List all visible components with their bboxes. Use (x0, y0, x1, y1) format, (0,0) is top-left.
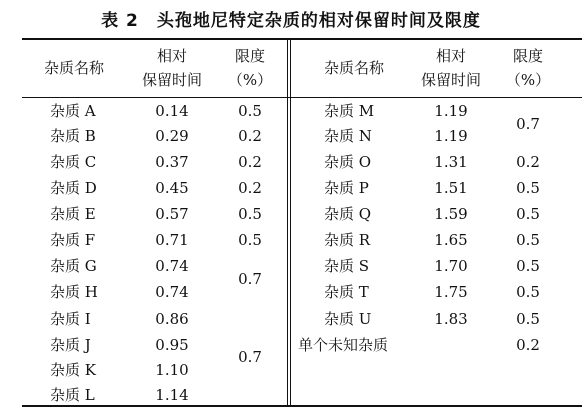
left-row-limit: 0.5 (238, 102, 262, 120)
right-row-limit: 0.5 (516, 257, 540, 275)
bottom-rule (22, 405, 582, 407)
left-row-name: 杂质 D (50, 179, 97, 197)
right-row-name: 杂质 U (324, 310, 372, 328)
header-limit-left-1: 限度 (234, 47, 266, 65)
right-row-rrt: 1.70 (434, 257, 468, 275)
left-row-name: 杂质 B (50, 127, 96, 145)
left-row-rrt: 0.74 (155, 283, 189, 301)
right-row-rrt: 1.83 (434, 310, 468, 328)
left-row-name: 杂质 A (50, 102, 96, 120)
left-row-limit: 0.2 (238, 179, 262, 197)
left-row-rrt: 0.71 (155, 231, 189, 249)
right-row-limit: 0.5 (516, 205, 540, 223)
right-row-rrt: 1.31 (434, 153, 468, 171)
header-rrt-left-2: 保留时间 (141, 71, 203, 89)
left-row-name: 杂质 E (50, 205, 96, 223)
right-row-name: 杂质 M (324, 102, 375, 120)
right-row-limit: 0.2 (516, 336, 540, 354)
header-rrt-right-2: 保留时间 (420, 71, 482, 89)
left-row-rrt: 0.74 (155, 257, 189, 275)
right-row-rrt: 1.65 (434, 231, 468, 249)
top-rule (22, 38, 582, 40)
left-row-limit: 0.2 (238, 127, 262, 145)
right-row-name: 杂质 N (324, 127, 372, 145)
right-row-limit: 0.5 (516, 231, 540, 249)
left-row-name: 杂质 L (50, 386, 95, 404)
column-divider (287, 38, 288, 406)
right-row-name: 杂质 P (324, 179, 369, 197)
left-row-rrt: 1.14 (155, 386, 189, 404)
left-row-limit: 0.5 (238, 205, 262, 223)
left-row-limit: 0.5 (238, 231, 262, 249)
right-row-limit: 0.5 (516, 179, 540, 197)
right-row-name: 杂质 O (324, 153, 372, 171)
right-row-name: 单个未知杂质 (298, 336, 389, 354)
left-row-name: 杂质 I (50, 310, 91, 328)
right-row-name: 杂质 S (324, 257, 370, 275)
right-row-rrt: 1.19 (434, 127, 468, 145)
header-rrt-right-1: 相对 (435, 47, 467, 65)
left-row-rrt: 1.10 (155, 361, 189, 379)
right-row-rrt: 1.59 (434, 205, 468, 223)
header-limit-right-2: （%） (505, 71, 551, 89)
header-name-right: 杂质名称 (323, 59, 385, 77)
right-row-rrt: 1.75 (434, 283, 468, 301)
left-row-rrt: 0.86 (155, 310, 189, 328)
left-row-rrt: 0.29 (155, 127, 189, 145)
header-rrt-left-1: 相对 (156, 47, 188, 65)
right-merged-limit-mn: 0.7 (516, 115, 540, 133)
left-merged-limit-gh: 0.7 (238, 270, 262, 288)
left-merged-limit-jkl: 0.7 (238, 348, 262, 366)
right-row-limit: 0.2 (516, 153, 540, 171)
left-row-name: 杂质 C (50, 153, 97, 171)
header-limit-left-2: （%） (227, 71, 273, 89)
left-row-name: 杂质 G (50, 257, 97, 275)
left-row-name: 杂质 K (50, 361, 96, 379)
left-row-rrt: 0.57 (155, 205, 189, 223)
left-row-name: 杂质 F (50, 231, 96, 249)
header-limit-right-1: 限度 (512, 47, 544, 65)
right-row-limit: 0.5 (516, 283, 540, 301)
header-rule (22, 97, 582, 98)
right-row-name: 杂质 R (324, 231, 371, 249)
right-row-rrt: 1.19 (434, 102, 468, 120)
left-row-rrt: 0.37 (155, 153, 189, 171)
right-row-name: 杂质 Q (324, 205, 372, 223)
right-row-rrt: 1.51 (434, 179, 468, 197)
left-row-limit: 0.2 (238, 153, 262, 171)
left-row-rrt: 0.95 (155, 336, 189, 354)
left-row-rrt: 0.14 (155, 102, 189, 120)
impurity-table (22, 38, 582, 408)
right-row-name: 杂质 T (324, 283, 369, 301)
header-name-left: 杂质名称 (43, 59, 105, 77)
column-divider-2 (290, 38, 291, 406)
table-title: 表 2 头孢地尼特定杂质的相对保留时间及限度 (101, 11, 481, 31)
left-row-rrt: 0.45 (155, 179, 189, 197)
right-row-limit: 0.5 (516, 310, 540, 328)
left-row-name: 杂质 H (50, 283, 98, 301)
left-row-name: 杂质 J (50, 336, 91, 354)
